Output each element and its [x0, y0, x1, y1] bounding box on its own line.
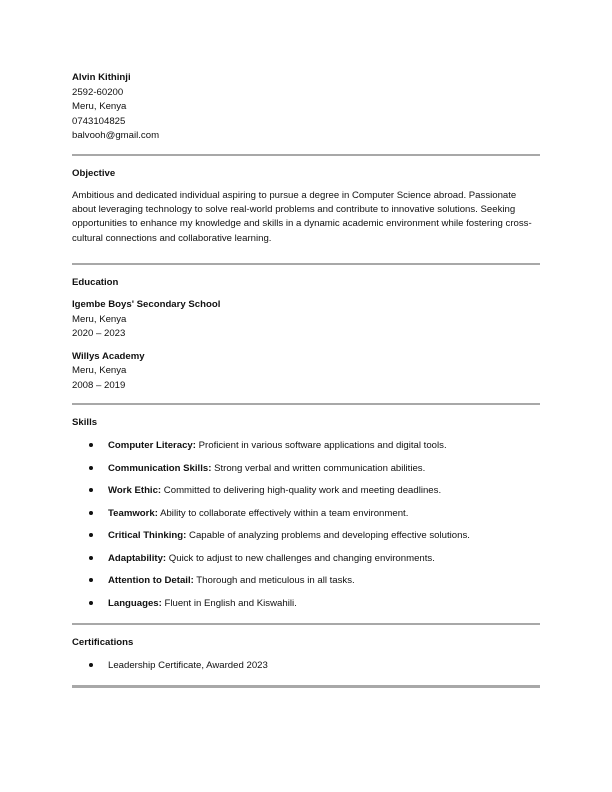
- skill-text: Ability to collaborate effectively within a team environment.: [157, 507, 409, 519]
- bullet-icon: [89, 601, 93, 605]
- education-entry: [72, 298, 540, 342]
- bullet-icon: [89, 488, 93, 492]
- divider: [72, 685, 540, 688]
- education-entry: [72, 350, 540, 394]
- skill-item: [72, 507, 540, 520]
- skill-text: Thorough and meticulous in all tasks.: [193, 575, 355, 587]
- email-address: balvooh@gmail.com: [72, 130, 160, 141]
- candidate-name: Alvin Kithinji: [72, 72, 131, 83]
- school-years: 2020 – 2023: [72, 328, 126, 340]
- location: Meru, Kenya: [72, 101, 127, 112]
- bullet-icon: [89, 533, 93, 537]
- education-title: Education: [72, 277, 119, 289]
- objective-text: Ambitious and dedicated individual aspiring to pursue a degree in Computer Science abroad. Passionate about leveraging technology to solve real-world problems and contribute to innovative solutions. Seeking opportunities to enhance my knowledge and skills in a dynamic academic environment while fostering cross-cultural connections and collaborative learning.: [72, 189, 532, 244]
- skill-label: Languages:: [108, 597, 162, 609]
- skill-label: Adaptability:: [108, 552, 167, 564]
- skill-label: Work Ethic:: [108, 485, 162, 497]
- skill-item: [72, 484, 540, 497]
- skill-item: [72, 462, 540, 475]
- skill-item: [72, 552, 540, 565]
- divider: [72, 623, 540, 625]
- skill-label: Critical Thinking:: [108, 530, 187, 542]
- skill-text: Committed to delivering high-quality work and meeting deadlines.: [161, 485, 442, 497]
- skill-item: [72, 439, 540, 452]
- skill-text: Proficient in various software applications and digital tools.: [195, 440, 447, 452]
- divider: [72, 154, 540, 156]
- bullet-icon: [89, 578, 93, 582]
- phone-number: 0743104825: [72, 115, 126, 127]
- certifications-list: [72, 659, 540, 672]
- contact-block: [72, 71, 540, 144]
- resume-content: [72, 71, 540, 688]
- school-name: Igembe Boys' Secondary School: [72, 299, 221, 311]
- postal-address: 2592-60200: [72, 86, 124, 98]
- skill-text: Strong verbal and written communication abilities.: [211, 462, 426, 474]
- school-name: Willys Academy: [72, 350, 145, 362]
- bullet-icon: [89, 663, 93, 667]
- divider: [72, 263, 540, 265]
- skill-text: Quick to adjust to new challenges and changing environments.: [166, 552, 435, 564]
- school-location: Meru, Kenya: [72, 365, 127, 377]
- bullet-icon: [89, 443, 93, 447]
- skill-item: [72, 529, 540, 542]
- skills-title: Skills: [72, 417, 98, 429]
- skills-list: [72, 439, 540, 610]
- bullet-icon: [89, 556, 93, 560]
- school-location: Meru, Kenya: [72, 313, 127, 325]
- skill-text: Capable of analyzing problems and developing effective solutions.: [186, 530, 470, 542]
- skill-item: [72, 597, 540, 610]
- certification-text: Leadership Certificate, Awarded 2023: [108, 659, 268, 671]
- skill-text: Fluent in English and Kiswahili.: [161, 597, 297, 609]
- skill-item: [72, 574, 540, 587]
- certifications-title: Certifications: [72, 636, 134, 648]
- bullet-icon: [89, 511, 93, 515]
- skill-label: Teamwork:: [108, 507, 158, 519]
- skill-label: Computer Literacy:: [108, 440, 196, 452]
- skill-label: Communication Skills:: [108, 462, 212, 474]
- divider: [72, 403, 540, 405]
- objective-title: Objective: [72, 167, 116, 179]
- skill-label: Attention to Detail:: [108, 575, 194, 587]
- certification-item: [72, 659, 540, 672]
- bullet-icon: [89, 466, 93, 470]
- school-years: 2008 – 2019: [72, 379, 126, 391]
